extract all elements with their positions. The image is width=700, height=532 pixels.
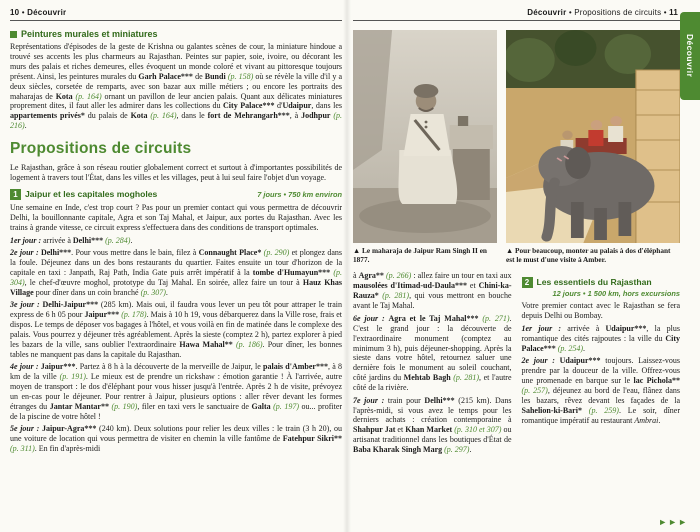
column-1 xyxy=(353,271,512,457)
circuit1-day7: 7e jour : train pour Delhi*** (215 km). Dans l'après-midi, si vous avez le temps pour les derniers achats : création contemporaine à Shahpur Jat et Khan Market (p. 310 et 307) ou artisanat traditionnel dans les boutiques d'État de Baba Kharak Singh Marg (p. 297). xyxy=(353,395,512,455)
column-2 xyxy=(522,271,681,457)
page-right xyxy=(353,8,680,458)
right-running-header: Découvrir • Propositions de circuits • 11 xyxy=(353,8,680,21)
circuit2-duration-distance: 12 jours • 1 500 km, hors excursions xyxy=(552,289,680,299)
circuit1-title: Jaipur et les capitales mogholes xyxy=(25,188,158,199)
photo-maharaja-caption: ▲ Le maharaja de Jaipur Ram Singh II en 1877. xyxy=(353,246,487,265)
left-running-header: 10 • Découvrir xyxy=(10,8,342,21)
page-gutter-shadow xyxy=(343,0,351,532)
photo-elephant-caption: ▲ Pour beaucoup, monter au palais à dos d'éléphant est le must d'une visite à Amber. xyxy=(506,246,671,265)
circuit1-day6: 6e jour : Agra et le Taj Mahal*** (p. 271). C'est le grand jour : la découverte de l'extraordinaire monument (comptez au minimum 3 h), puis déjeuner-shopping. Après la sieste dans votre hôtel, retournez saluer une dernière fois le monument au soleil couchant, côté jardins du Mehtab Bagh (p. 281), et l'autre côté de la rivière. xyxy=(353,313,512,393)
circuit1-day5-continuation: à Agra** (p. 266) : allez faire un tour en taxi aux mausolées d'Itimad-ud-Daula*** et Chini-ka-Rauza* (p. 281), qui vous mettront en bouche avant le Taj Mahal. xyxy=(353,271,512,310)
circuit1-day1: 1er jour : arrivée à Delhi*** (p. 284). xyxy=(10,235,133,245)
circuit2-title: Les essentiels du Rajasthan xyxy=(536,277,652,288)
circuit1-day2: 2e jour : Delhi***. Pour vous mettre dans le bain, filez à Connaught Place* (p. 290) et plongez dans la foule. Déjeunez dans un des bons restaurants du quartier. Faites ensuite un tour d'horizon de la capitale en taxi : Janpath, Raj Path, India Gate puis arrêt impératif à la tombe d'Humayun*** (p. 304), le chef-d'œuvre moghol, prototype du Taj Mahal. En soirée, allez faire un tour à Hauz Khas Village pour dîner dans un coin branché (p. 307). xyxy=(10,248,343,297)
circuit1-day4: 4e jour : Jaipur***. Partez à 8 h à la découverte de la merveille de Jaipur, le palais d'Amber***, à 8 km de la ville (p. 191). Le mieux est de prendre un rickshaw : émotion garantie ! À l'arrivée, autre moyen de transport : le dos d'éléphant pour vous hisser jusqu'à l'entrée. Après 2 h de visite, prévoyez un en-cas pour le déjeuner. Pour rentrer à Jaipur, plusieurs options : aller rêver devant les formes étranges du Jantar Mantar** (p. 190), filer en taxi vers le sanctuaire de Galta (p. 197) ou... profiter de la piscine de votre hôtel ! xyxy=(10,362,343,421)
circuit2-day2: 2e jour : Udaipur*** toujours. Laissez-vous prendre par la douceur de la ville. Offrez-vous une promenade en barque sur le lac Pichola** (p. 257), déjeunez au bord de l'eau, flânez dans les bazars, rêvez devant les façades de la Sahelion-ki-Bari* (p. 259). Le soir, dîner romantique impératif au restaurant Ambrai. xyxy=(521,356,681,425)
circuit1-duration-distance: 7 jours • 750 km environ xyxy=(257,189,342,199)
circuit2-header xyxy=(522,277,681,298)
circuit1-intro: Une semaine en Inde, c'est trop court ? Pas pour un premier contact qui vous permettra de découvrir Delhi, la bouillonnante capitale, Agra et son Taj Mahal, et Jaipur, aux portes du Rajasthan. Avec les trains à grande vitesse, ce circuit express s'effectuera dans des conditions de transport optimales. xyxy=(10,202,342,232)
photo-maharaja xyxy=(353,30,497,264)
circuits-intro-paragraph: Le Rajasthan, grâce à son réseau routier globalement correct et surtout à d'importantes possibilités de logement à travers tout l'État, dans les villes et les villages, peut à lui seul faire l'objet d'un voyage. xyxy=(10,163,342,183)
circuit1-day5: 5e jour : Jaipur-Agra*** (240 km). Deux solutions pour relier les deux villes : le train (3 h 20), ou une voiture de location qui vous permettra de visiter en chemin la ville fantôme de Fatehpur Sikri** (p. 311). En fin d'après-midi xyxy=(10,424,343,453)
continuation-arrows-icon: ►►► xyxy=(658,517,688,527)
circuit1-day3: 3e jour : Delhi-Jaipur*** (285 km). Mais oui, il faudra vous lever un peu tôt pour attraper le train express de 6 h 05 pour Jaipur*** (p. 178). Mais à 10 h 19, vous débarquerez dans la Ville rose, frais et dispos. Le temps de déposer vos bagages à l'hôtel, et vous voilà en fin de matinée dans le complexe des palais. Vous pourrez y déjeuner très agréablement. Après la sieste (comptez 2 h), partez explorer à pied les bazars de la ville, sans oublier l'extraordinaire Hawa Mahal** (p. 186). Pour dîner, les bonnes tables ne manquent pas dans la capitale du Rajasthan. xyxy=(10,300,343,359)
circuit1-header xyxy=(10,189,342,200)
chapter-tab-decouvrir: Découvrir xyxy=(680,12,700,100)
murals-paragraph: Représentations d'épisodes de la geste de Krishna ou galantes scènes de cour, la miniature hindoue a trouvé ses accents les plus charmeurs au Rajasthan. Peintes sur papier, soie, ivoire, ou décorant les murs des palais et riches demeures, elles évoquent un monde coloré et vivant au pittoresque toujours présent. Ainsi, les peintures murales du Garh Palace*** de Bundi (p. 158) où se révèle la ville d'il y a deux siècles, corsetée de remparts, avec son bazar aux mille métiers ; ou encore les portraits des maharajas de Kota (p. 164) ornant un pavillon de leur ancien palais. Quant aux délicates miniatures proprement dites, il faut aller les admirer dans les collections du City Palace*** d'Udaipur, dans les appartements privés* du palais de Kota (p. 164), dans le fort de Mehrangarh***, à Jodhpur (p. 216). xyxy=(10,42,343,131)
circuit2-day1: 1er jour : arrivée à Udaipur***, la plus romantique des cités rajpoutes : la ville du City Palace*** (p. 254). xyxy=(521,324,680,353)
green-square-icon xyxy=(10,31,17,38)
section-heading-label: Peintures murales et miniatures xyxy=(21,29,158,39)
photo-row xyxy=(353,30,680,264)
elephant-photo-illustration xyxy=(506,30,680,243)
maharaja-photo-illustration xyxy=(353,30,497,243)
circuit2-number-badge: 2 xyxy=(522,277,533,288)
circuit2-intro: Votre premier contact avec le Rajasthan se fera depuis Delhi ou Bombay. xyxy=(521,301,680,321)
right-page-columns xyxy=(353,271,680,457)
section-heading-murals xyxy=(10,29,342,39)
circuits-page-title: Propositions de circuits xyxy=(10,140,192,158)
circuit1-number-badge: 1 xyxy=(10,189,21,200)
page-left xyxy=(10,8,342,456)
photo-elephant xyxy=(506,30,680,264)
